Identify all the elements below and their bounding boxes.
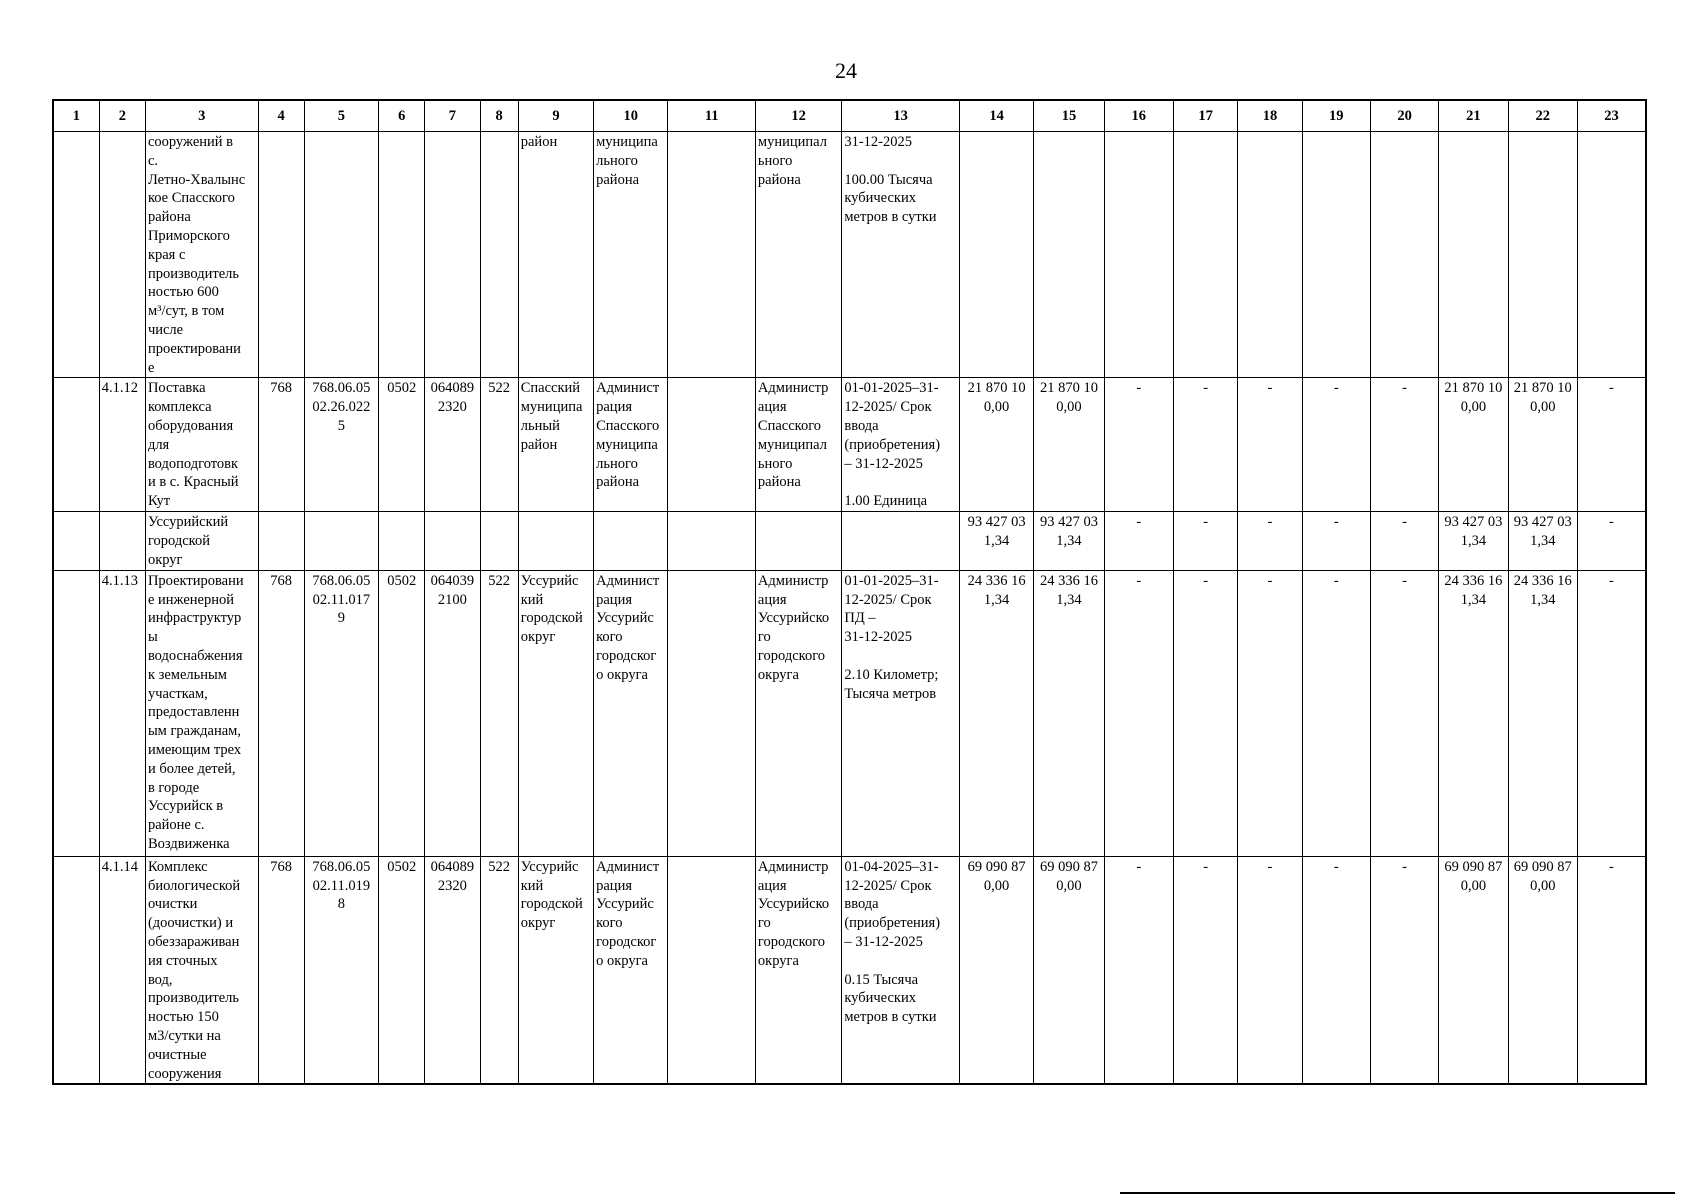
cell-col10: Админист рация Уссурийс кого городског о округа xyxy=(594,570,668,856)
cell-col12: муниципал ьного района xyxy=(755,132,841,378)
cell-col2: 4.1.12 xyxy=(99,378,145,512)
cell-col11 xyxy=(668,512,755,570)
cell-col2: 4.1.13 xyxy=(99,570,145,856)
cell-col8: 522 xyxy=(480,570,518,856)
cell-col23: - xyxy=(1577,512,1646,570)
cell-col20: - xyxy=(1370,856,1438,1084)
cell-col21 xyxy=(1439,132,1508,378)
cell-col15: 69 090 87 0,00 xyxy=(1034,856,1104,1084)
cell-col20 xyxy=(1370,132,1438,378)
cell-col15: 93 427 03 1,34 xyxy=(1034,512,1104,570)
footer-rule xyxy=(1120,1192,1675,1194)
column-header-22: 22 xyxy=(1508,100,1577,132)
cell-col17: - xyxy=(1173,378,1237,512)
cell-col1 xyxy=(53,132,99,378)
table-row xyxy=(53,512,1646,570)
cell-col13 xyxy=(842,512,960,570)
cell-col22 xyxy=(1508,132,1577,378)
cell-col4 xyxy=(258,512,304,570)
cell-col7 xyxy=(425,512,480,570)
column-header-18: 18 xyxy=(1238,100,1302,132)
cell-col9: Уссурийс кий городской округ xyxy=(518,570,593,856)
cell-col17: - xyxy=(1173,512,1237,570)
program-table xyxy=(52,99,1647,1085)
cell-col16: - xyxy=(1104,512,1173,570)
cell-col18: - xyxy=(1238,378,1302,512)
cell-col14: 21 870 10 0,00 xyxy=(959,378,1033,512)
cell-col17: - xyxy=(1173,570,1237,856)
cell-col6: 0502 xyxy=(379,856,425,1084)
cell-col14: 93 427 03 1,34 xyxy=(959,512,1033,570)
header-row xyxy=(53,100,1646,132)
cell-col19: - xyxy=(1302,856,1370,1084)
column-header-9: 9 xyxy=(518,100,593,132)
cell-col14: 69 090 87 0,00 xyxy=(959,856,1033,1084)
cell-col12 xyxy=(755,512,841,570)
cell-col3: сооружений в с. Летно-Хвалынс кое Спасского района Приморского края с производитель ностью 600 м³/сут, в том числе проектировани е xyxy=(145,132,258,378)
cell-col11 xyxy=(668,570,755,856)
cell-col19: - xyxy=(1302,512,1370,570)
cell-col23: - xyxy=(1577,378,1646,512)
column-header-3: 3 xyxy=(145,100,258,132)
cell-col6: 0502 xyxy=(379,378,425,512)
cell-col8: 522 xyxy=(480,378,518,512)
cell-col7: 064089 2320 xyxy=(425,378,480,512)
cell-col10: Админист рация Спасского муниципа льного района xyxy=(594,378,668,512)
column-header-7: 7 xyxy=(425,100,480,132)
cell-col14 xyxy=(959,132,1033,378)
cell-col1 xyxy=(53,856,99,1084)
cell-col16: - xyxy=(1104,856,1173,1084)
column-header-16: 16 xyxy=(1104,100,1173,132)
cell-col22: 24 336 16 1,34 xyxy=(1508,570,1577,856)
cell-col3: Уссурийский городской округ xyxy=(145,512,258,570)
cell-col1 xyxy=(53,570,99,856)
table-row xyxy=(53,378,1646,512)
cell-col12: Администр ация Уссурийско го городского округа xyxy=(755,570,841,856)
table-row xyxy=(53,132,1646,378)
cell-col13: 01-04-2025–31- 12-2025/ Срок ввода (приобретения) – 31-12-2025 0.15 Тысяча кубических метров в сутки xyxy=(842,856,960,1084)
cell-col1 xyxy=(53,378,99,512)
table-row xyxy=(53,570,1646,856)
cell-col16: - xyxy=(1104,570,1173,856)
cell-col3: Поставка комплекса оборудования для водоподготовк и в с. Красный Кут xyxy=(145,378,258,512)
cell-col8 xyxy=(480,512,518,570)
cell-col21: 24 336 16 1,34 xyxy=(1439,570,1508,856)
cell-col5 xyxy=(304,132,378,378)
cell-col15: 21 870 10 0,00 xyxy=(1034,378,1104,512)
cell-col18: - xyxy=(1238,512,1302,570)
table-row xyxy=(53,856,1646,1084)
cell-col23: - xyxy=(1577,570,1646,856)
cell-col6 xyxy=(379,132,425,378)
column-header-6: 6 xyxy=(379,100,425,132)
cell-col9: Спасский муниципа льный район xyxy=(518,378,593,512)
cell-col3: Проектировани е инженерной инфраструктур ы водоснабжения к земельным участкам, предоставленн ым гражданам, имеющим трех и более детей, в городе Уссурийск в районе с. Воздвиженка xyxy=(145,570,258,856)
cell-col13: 31-12-2025 100.00 Тысяча кубических метров в сутки xyxy=(842,132,960,378)
cell-col19: - xyxy=(1302,378,1370,512)
cell-col3: Комплекс биологической очистки (доочистки) и обеззараживан ия сточных вод, производитель ностью 150 м3/сутки на очистные сооружения xyxy=(145,856,258,1084)
column-header-5: 5 xyxy=(304,100,378,132)
cell-col6: 0502 xyxy=(379,570,425,856)
cell-col18 xyxy=(1238,132,1302,378)
cell-col11 xyxy=(668,856,755,1084)
cell-col13: 01-01-2025–31- 12-2025/ Срок ввода (приобретения) – 31-12-2025 1.00 Единица xyxy=(842,378,960,512)
cell-col9: район xyxy=(518,132,593,378)
column-header-2: 2 xyxy=(99,100,145,132)
cell-col2 xyxy=(99,512,145,570)
cell-col16: - xyxy=(1104,378,1173,512)
cell-col13: 01-01-2025–31- 12-2025/ Срок ПД – 31-12-2025 2.10 Километр; Тысяча метров xyxy=(842,570,960,856)
column-header-21: 21 xyxy=(1439,100,1508,132)
cell-col8: 522 xyxy=(480,856,518,1084)
cell-col17: - xyxy=(1173,856,1237,1084)
column-header-10: 10 xyxy=(594,100,668,132)
column-header-23: 23 xyxy=(1577,100,1646,132)
cell-col2 xyxy=(99,132,145,378)
cell-col5: 768.06.05 02.11.019 8 xyxy=(304,856,378,1084)
cell-col21: 21 870 10 0,00 xyxy=(1439,378,1508,512)
column-header-17: 17 xyxy=(1173,100,1237,132)
page-number: 24 xyxy=(835,58,857,83)
cell-col17 xyxy=(1173,132,1237,378)
cell-col7 xyxy=(425,132,480,378)
cell-col2: 4.1.14 xyxy=(99,856,145,1084)
cell-col9 xyxy=(518,512,593,570)
cell-col5 xyxy=(304,512,378,570)
cell-col5: 768.06.05 02.26.022 5 xyxy=(304,378,378,512)
cell-col7: 064039 2100 xyxy=(425,570,480,856)
cell-col19 xyxy=(1302,132,1370,378)
cell-col4: 768 xyxy=(258,856,304,1084)
column-header-13: 13 xyxy=(842,100,960,132)
cell-col18: - xyxy=(1238,570,1302,856)
cell-col20: - xyxy=(1370,512,1438,570)
cell-col23 xyxy=(1577,132,1646,378)
cell-col10 xyxy=(594,512,668,570)
cell-col4 xyxy=(258,132,304,378)
cell-col10: Админист рация Уссурийс кого городског о округа xyxy=(594,856,668,1084)
cell-col7: 064089 2320 xyxy=(425,856,480,1084)
column-header-20: 20 xyxy=(1370,100,1438,132)
cell-col15: 24 336 16 1,34 xyxy=(1034,570,1104,856)
column-header-1: 1 xyxy=(53,100,99,132)
cell-col5: 768.06.05 02.11.017 9 xyxy=(304,570,378,856)
cell-col11 xyxy=(668,132,755,378)
cell-col21: 69 090 87 0,00 xyxy=(1439,856,1508,1084)
cell-col21: 93 427 03 1,34 xyxy=(1439,512,1508,570)
cell-col18: - xyxy=(1238,856,1302,1084)
column-header-14: 14 xyxy=(959,100,1033,132)
cell-col4: 768 xyxy=(258,570,304,856)
cell-col6 xyxy=(379,512,425,570)
cell-col22: 93 427 03 1,34 xyxy=(1508,512,1577,570)
cell-col11 xyxy=(668,378,755,512)
cell-col1 xyxy=(53,512,99,570)
cell-col15 xyxy=(1034,132,1104,378)
cell-col9: Уссурийс кий городской округ xyxy=(518,856,593,1084)
cell-col12: Администр ация Спасского муниципал ьного района xyxy=(755,378,841,512)
cell-col22: 21 870 10 0,00 xyxy=(1508,378,1577,512)
column-header-11: 11 xyxy=(668,100,755,132)
cell-col10: муниципа льного района xyxy=(594,132,668,378)
cell-col23: - xyxy=(1577,856,1646,1084)
cell-col16 xyxy=(1104,132,1173,378)
cell-col12: Администр ация Уссурийско го городского округа xyxy=(755,856,841,1084)
cell-col19: - xyxy=(1302,570,1370,856)
cell-col20: - xyxy=(1370,378,1438,512)
cell-col14: 24 336 16 1,34 xyxy=(959,570,1033,856)
cell-col4: 768 xyxy=(258,378,304,512)
column-header-8: 8 xyxy=(480,100,518,132)
cell-col22: 69 090 87 0,00 xyxy=(1508,856,1577,1084)
cell-col20: - xyxy=(1370,570,1438,856)
column-header-4: 4 xyxy=(258,100,304,132)
column-header-12: 12 xyxy=(755,100,841,132)
column-header-15: 15 xyxy=(1034,100,1104,132)
column-header-19: 19 xyxy=(1302,100,1370,132)
cell-col8 xyxy=(480,132,518,378)
